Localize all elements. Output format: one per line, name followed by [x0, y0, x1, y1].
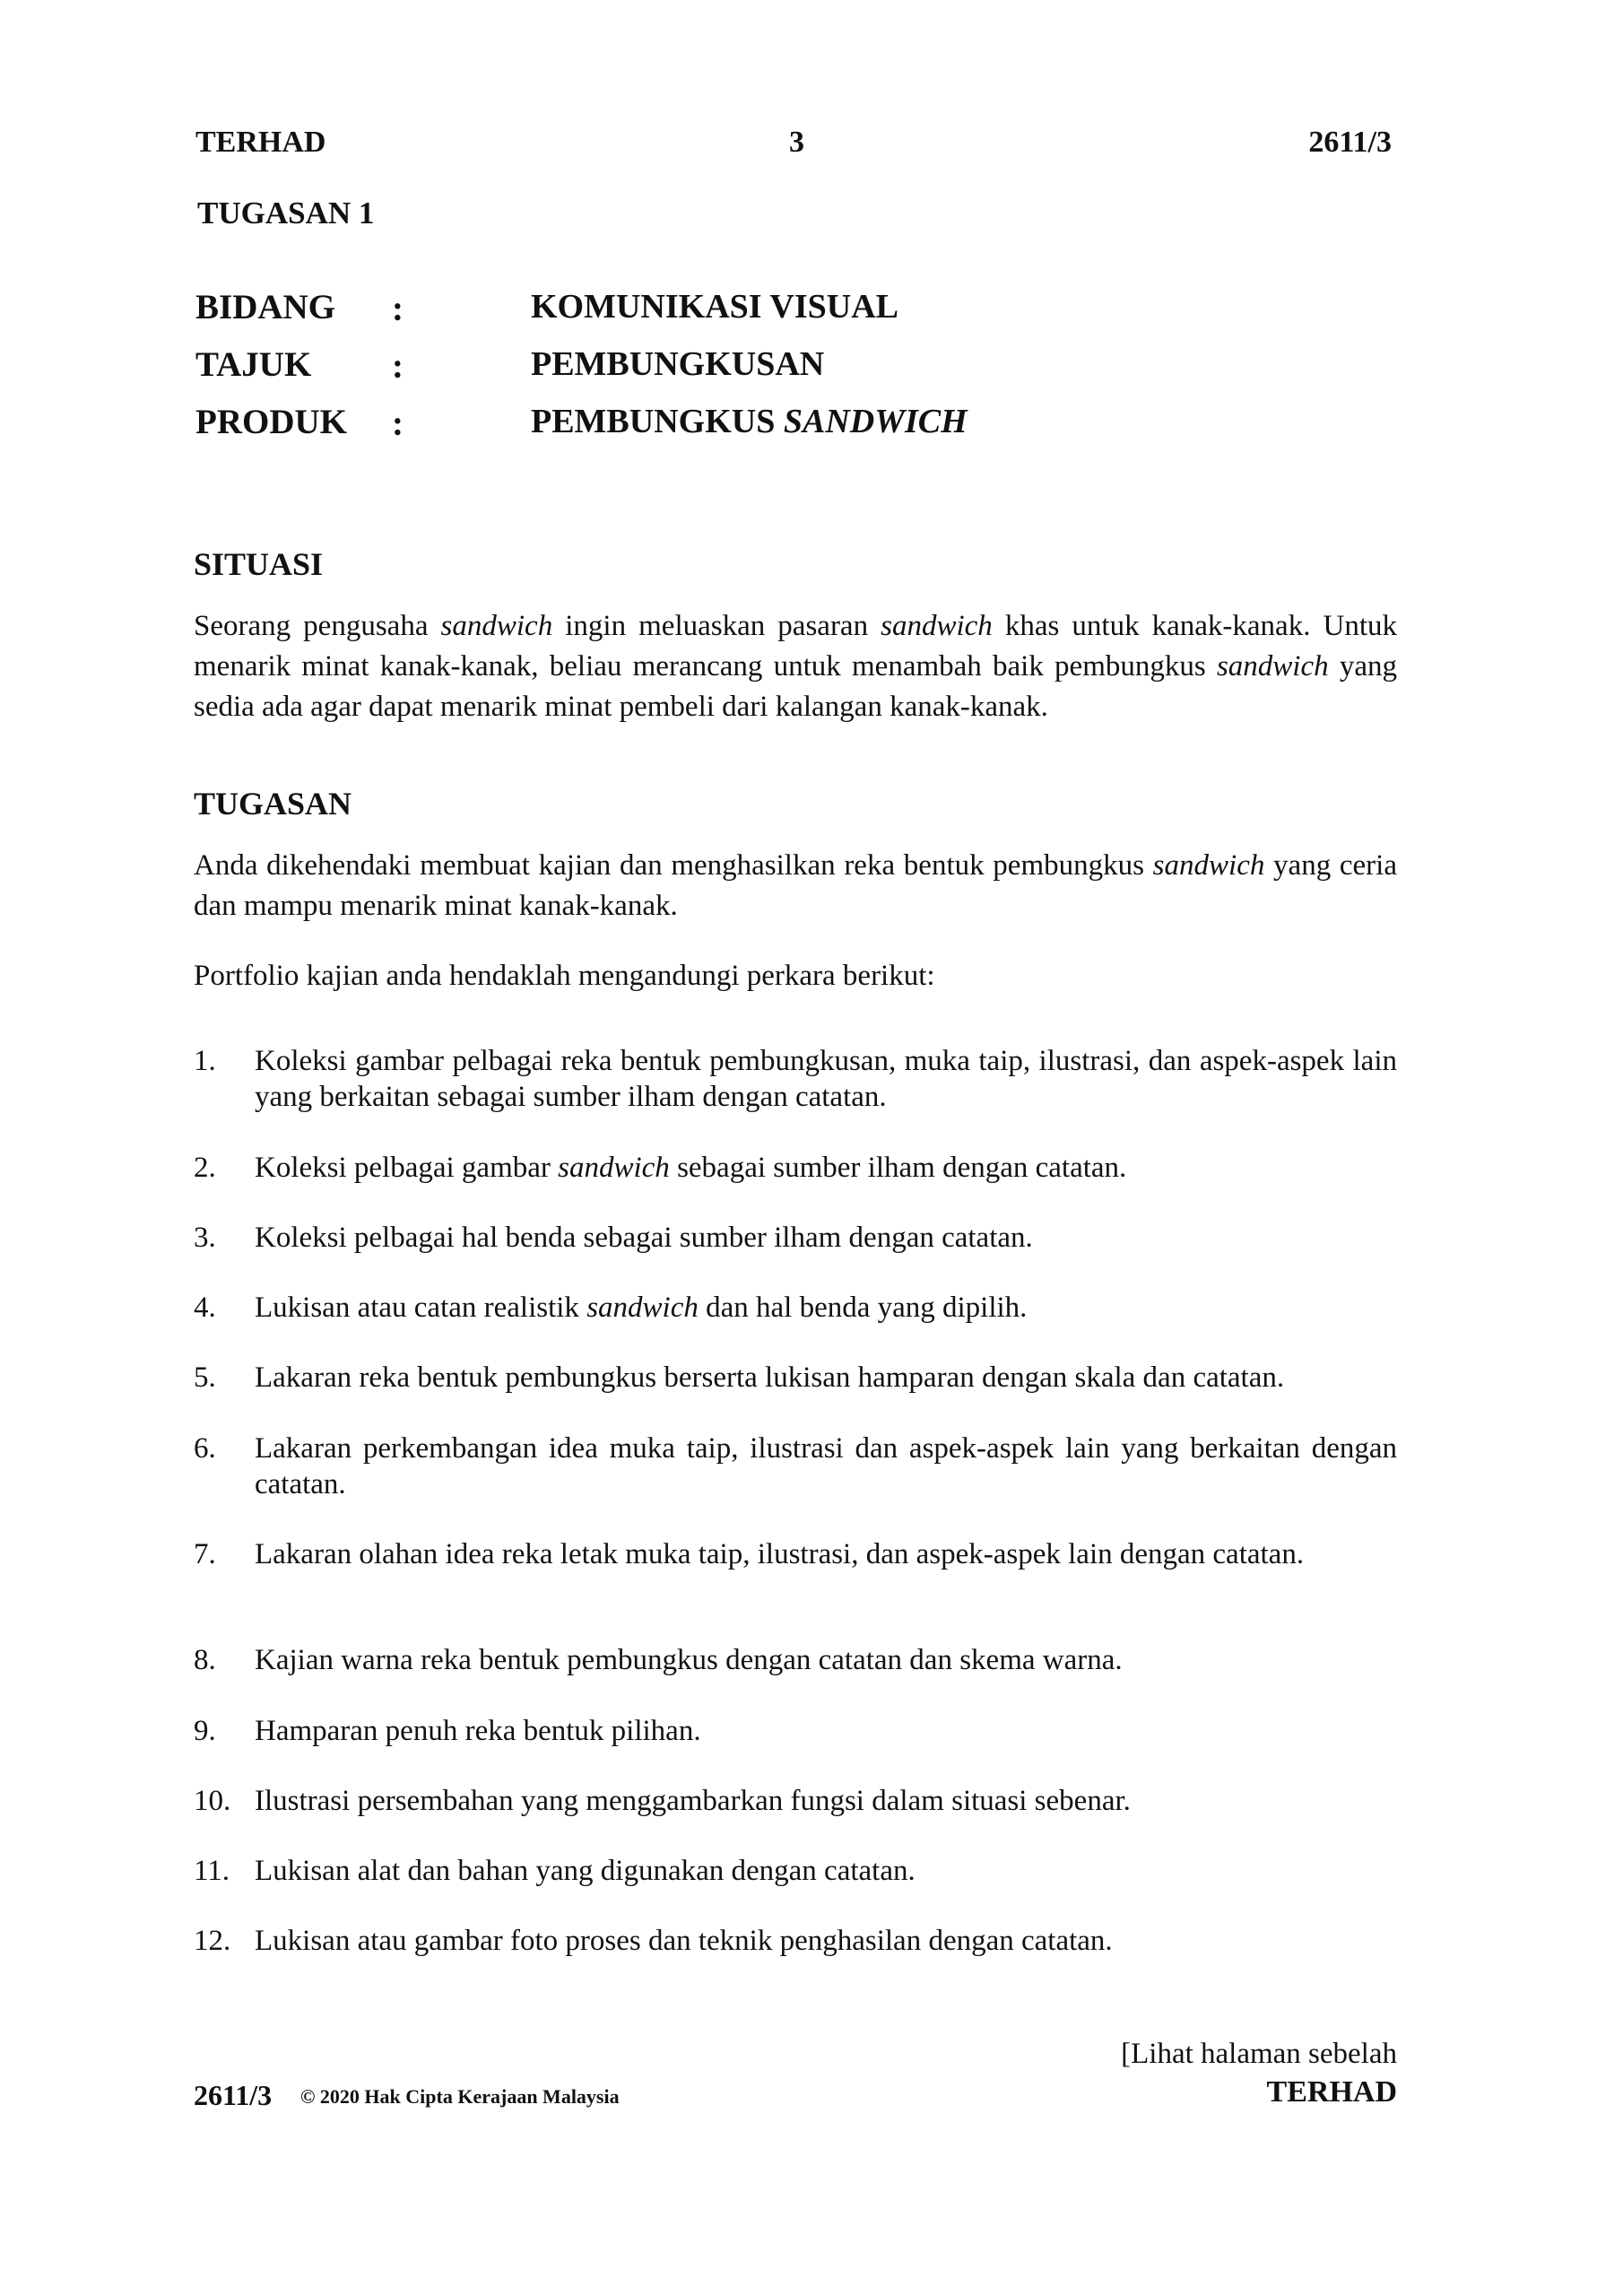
list-item-text: Lakaran olahan idea reka letak muka taip, ilustrasi, dan aspek-aspek lain dengan catatan.	[255, 1538, 1305, 1570]
list-item-text	[255, 1290, 1397, 1326]
list-item-number: 1.	[194, 1045, 216, 1077]
produk-value-italic: SANDWICH	[783, 403, 968, 440]
footer-copyright: © 2020 Hak Cipta Kerajaan Malaysia	[300, 2085, 620, 2108]
list-item-number: 4.	[194, 1292, 216, 1324]
list-item	[194, 1923, 1397, 1959]
list-item-text: Koleksi gambar pelbagai reka bentuk pembungkusan, muka taip, ilustrasi, dan aspek-aspek lain yang berkaitan sebagai sumber ilham dengan catatan.	[255, 1045, 1397, 1113]
bidang-label: BIDANG	[195, 288, 336, 326]
situasi-text-2: ingin meluaskan pasaran	[552, 610, 881, 642]
list-item	[194, 1783, 1397, 1819]
produk-colon: :	[392, 404, 404, 443]
list-item	[194, 1536, 1397, 1572]
list-item-text: Lakaran reka bentuk pembungkus berserta lukisan hamparan dengan skala dan catatan.	[255, 1361, 1285, 1394]
portfolio-intro: Portfolio kajian anda hendaklah mengandungi perkara berikut:	[194, 960, 935, 992]
tajuk-colon: :	[392, 347, 404, 386]
list-item	[194, 1713, 1397, 1749]
list-item-number: 12.	[194, 1925, 231, 1957]
tugasan-paragraph	[194, 846, 1397, 926]
list-item-number: 6.	[194, 1432, 216, 1465]
list-item-text: Lukisan alat dan bahan yang digunakan dengan catatan.	[255, 1855, 916, 1887]
page-number: 3	[789, 126, 804, 159]
situasi-italic-3: sandwich	[1216, 650, 1329, 683]
list-item	[194, 1290, 1397, 1326]
situasi-text-3: khas untuk kanak-kanak. Untuk menarik minat kanak-kanak, beliau merancang untuk menambah baik pembungkus	[194, 610, 1397, 683]
list-item-text: Ilustrasi persembahan yang menggambarkan fungsi dalam situasi sebenar.	[255, 1785, 1131, 1817]
list-item-number: 5.	[194, 1361, 216, 1394]
list-item	[194, 1043, 1397, 1115]
produk-label: PRODUK	[195, 403, 347, 441]
list-item-number: 7.	[194, 1538, 216, 1570]
list-item	[194, 1431, 1397, 1502]
list-item-text: Koleksi pelbagai hal benda sebagai sumber ilham dengan catatan.	[255, 1222, 1033, 1254]
list-item	[194, 1220, 1397, 1256]
list-item-number: 8.	[194, 1644, 216, 1676]
tajuk-value: PEMBUNGKUSAN	[531, 345, 825, 383]
situasi-italic-2: sandwich	[881, 610, 993, 642]
header-paper-code: 2611/3	[1308, 126, 1392, 159]
list-item-text: Kajian warna reka bentuk pembungkus dengan catatan dan skema warna.	[255, 1644, 1123, 1676]
list-item-text	[255, 1150, 1397, 1186]
tajuk-label: TAJUK	[195, 345, 312, 384]
list-item-text-pre: Lukisan atau catan realistik	[255, 1292, 587, 1324]
list-item-number: 9.	[194, 1715, 216, 1747]
list-item-text-post: sebagai sumber ilham dengan catatan.	[669, 1152, 1127, 1184]
tugasan-text-1: Anda dikehendaki membuat kajian dan menghasilkan reka bentuk pembungkus	[194, 849, 1153, 882]
situasi-text-1: Seorang pengusaha	[194, 610, 441, 642]
list-item-number: 2.	[194, 1152, 216, 1184]
list-item-number: 10.	[194, 1785, 231, 1817]
situasi-italic-1: sandwich	[440, 610, 553, 642]
footer-paper-code: 2611/3	[194, 2079, 273, 2111]
list-item-text-italic: sandwich	[586, 1292, 699, 1324]
footer-classification: TERHAD	[1266, 2075, 1397, 2109]
task-title: TUGASAN 1	[197, 196, 375, 230]
situasi-text-4: yang sedia ada agar dapat menarik minat pembeli dari kalangan kanak-kanak.	[194, 650, 1397, 723]
bidang-colon: :	[392, 290, 404, 328]
list-item	[194, 1150, 1397, 1186]
list-item-text: Hamparan penuh reka bentuk pilihan.	[255, 1715, 701, 1747]
situasi-paragraph	[194, 606, 1397, 727]
list-item-text-post: dan hal benda yang dipilih.	[698, 1292, 1028, 1324]
bidang-value: KOMUNIKASI VISUAL	[531, 288, 898, 326]
tugasan-text-2: yang ceria dan mampu menarik minat kanak-kanak.	[194, 849, 1397, 922]
list-item-number: 3.	[194, 1222, 216, 1254]
list-item-number: 11.	[194, 1855, 230, 1887]
list-item-text-pre: Koleksi pelbagai gambar	[255, 1152, 559, 1184]
see-next-page-note: [Lihat halaman sebelah	[1121, 2038, 1397, 2070]
header-classification: TERHAD	[195, 126, 326, 159]
list-item	[194, 1360, 1397, 1396]
list-item-text: Lukisan atau gambar foto proses dan teknik penghasilan dengan catatan.	[255, 1925, 1113, 1957]
tugasan-italic-1: sandwich	[1152, 849, 1265, 882]
list-item-text-italic: sandwich	[558, 1152, 670, 1184]
produk-value-main: PEMBUNGKUS	[531, 403, 784, 440]
list-item	[194, 1853, 1397, 1889]
tugasan-heading: TUGASAN	[194, 786, 352, 822]
situasi-heading: SITUASI	[194, 546, 324, 582]
list-item	[194, 1642, 1397, 1678]
produk-value	[531, 402, 968, 441]
list-item-text: Lakaran perkembangan idea muka taip, ilustrasi dan aspek-aspek lain yang berkaitan dengan catatan.	[255, 1432, 1397, 1500]
